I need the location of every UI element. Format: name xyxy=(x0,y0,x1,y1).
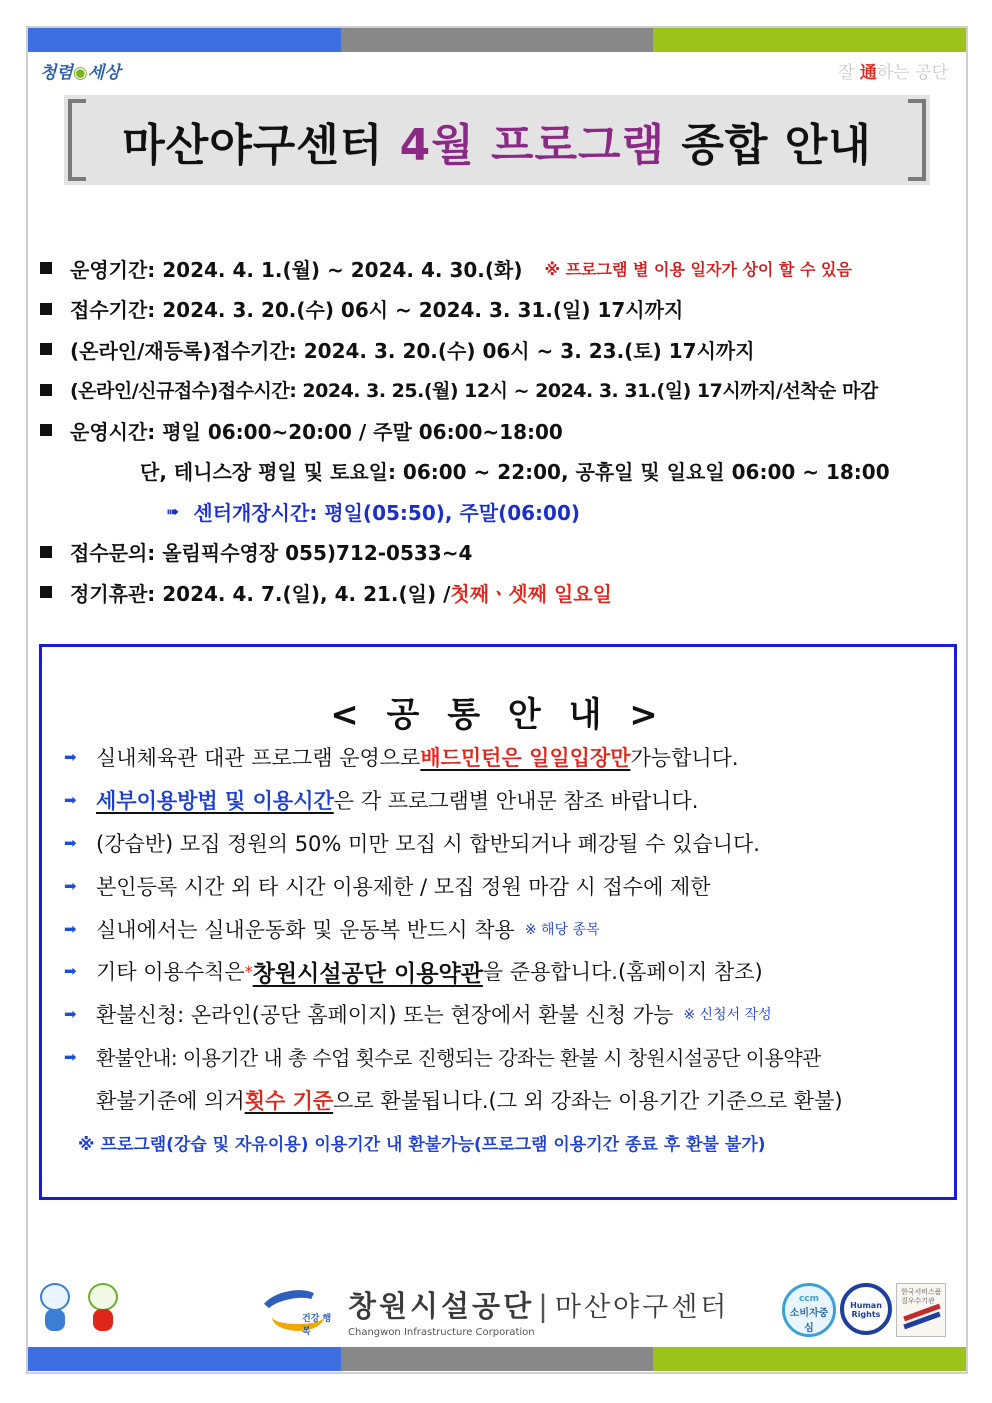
arrow-icon: ➠ xyxy=(166,501,180,521)
arrow-icon: ➡ xyxy=(64,876,77,895)
notice-item: ➡ 세부이용방법 및 이용시간 은 각 프로그램별 안내문 참조 바랍니다. xyxy=(64,789,699,814)
bullet-square-icon xyxy=(40,424,52,436)
top-color-stripe xyxy=(28,28,966,52)
title-banner xyxy=(64,95,930,185)
common-notice-box xyxy=(39,644,957,1200)
arrow-icon: ➡ xyxy=(64,962,77,981)
integrity-logo: 청렴◉세상 xyxy=(40,63,121,83)
notice-item: ➡ 기타 이용수칙은 * 창원시설공단 이용약관 을 준용합니다.(홈페이지 참조) xyxy=(64,960,763,987)
notice-item: ➡ 실내체육관 대관 프로그램 운영으로 배드민턴은 일일입장만 가능합니다. xyxy=(64,746,739,771)
arrow-icon: ➡ xyxy=(64,833,77,852)
arrow-icon: ➡ xyxy=(64,748,77,767)
corporation-brand xyxy=(258,1283,729,1339)
info-row-registration: 접수기간: 2024. 3. 20.(수) 06시 ~ 2024. 3. 31.(일) 17시까지 xyxy=(40,289,960,330)
info-row-opening-hours: ➠ 센터개장시간: 평일(05:50), 주말(06:00) xyxy=(166,500,581,525)
bullet-square-icon xyxy=(40,262,52,274)
bullet-square-icon xyxy=(40,546,52,558)
refund-final-note: ※ 프로그램(강습 및 자유이용) 이용기간 내 환불가능(프로그램 이용기간 종료 후 환불 불가) xyxy=(78,1135,766,1156)
bullet-square-icon xyxy=(40,303,52,315)
notice-item-continued: 환불기준에 의거 횟수 기준 으로 환불됩니다.(그 외 강좌는 이용기간 기준으로 환불) xyxy=(96,1088,843,1113)
bullet-square-icon xyxy=(40,343,52,355)
info-row-inquiry: 접수문의: 올림픽수영장 055)712-0533~4 xyxy=(40,532,960,573)
notice-item: ➡ 본인등록 시간 외 타 시간 이용제한 / 모집 정원 마감 시 접수에 제한 xyxy=(64,874,711,899)
arrow-icon: ➡ xyxy=(64,1005,77,1024)
mascot-blue-icon xyxy=(36,1283,74,1335)
corporation-slogan: 잘 通하는 공단 xyxy=(838,63,948,83)
arrow-icon: ➡ xyxy=(64,1047,77,1066)
notice-item: ➡ (강습반) 모집 정원의 50% 미만 모집 시 합반되거나 폐강될 수 있습니다. xyxy=(64,831,760,856)
notice-title: < 공 통 안 내 > xyxy=(330,695,666,735)
corporation-logo-icon: 건강 행복 xyxy=(258,1283,334,1339)
mascots xyxy=(36,1283,122,1335)
notice-item: ➡ 실내에서는 실내운동화 및 운동복 반드시 착용 ※ 해당 종목 xyxy=(64,917,600,942)
arrow-icon: ➡ xyxy=(64,791,77,810)
bullet-square-icon xyxy=(40,384,52,396)
service-quality-certification-icon: 한국서비스품질우수기관 xyxy=(896,1283,946,1337)
mascot-green-icon xyxy=(84,1283,122,1335)
bottom-color-stripe xyxy=(28,1347,966,1371)
operation-info xyxy=(40,248,960,613)
brand-name: 창원시설공단 | 마산야구센터 xyxy=(348,1289,730,1323)
brand-english-name: Changwon Infrastructure Corporation xyxy=(348,1327,535,1338)
notice-item: ➡ 환불신청: 온라인(공단 홈페이지) 또는 현장에서 환불 신청 가능 ※ 신청서 작성 xyxy=(64,1003,772,1028)
human-rights-certification-icon: Human Rights xyxy=(840,1283,892,1335)
info-row-new-registration: (온라인/신규접수)접수시간: 2024. 3. 25.(월) 12시 ~ 2024. 3. 31.(일) 17시까지/선착순 마감 xyxy=(40,370,960,411)
info-row-reregistration: (온라인/재등록)접수기간: 2024. 3. 20.(수) 06시 ~ 3. 23.(토) 17시까지 xyxy=(40,329,960,370)
arrow-icon: ➡ xyxy=(64,919,77,938)
ccm-certification-icon: ccm 소비자중심 xyxy=(782,1283,836,1337)
bullet-square-icon xyxy=(40,586,52,598)
info-row-hours: 운영시간: 평일 06:00~20:00 / 주말 06:00~18:00 xyxy=(40,410,960,451)
info-row-tennis-hours: 단, 테니스장 평일 및 토요일: 06:00 ~ 22:00, 공휴일 및 일요일 06:00 ~ 18:00 xyxy=(140,460,890,485)
info-row-period: 운영기간: 2024. 4. 1.(월) ~ 2024. 4. 30.(화) ※ 프로그램 별 이용 일자가 상이 할 수 있음 xyxy=(40,248,960,289)
notice-item: ➡ 환불안내: 이용기간 내 총 수업 횟수로 진행되는 강좌는 환불 시 창원시설공단 이용약관 xyxy=(64,1046,821,1071)
page-title: 마산야구센터 4월 프로그램 종합 안내 xyxy=(122,120,872,171)
info-row-closed-days: 정기휴관: 2024. 4. 7.(일), 4. 21.(일) / 첫째ㆍ셋째 일요일 xyxy=(40,572,960,613)
